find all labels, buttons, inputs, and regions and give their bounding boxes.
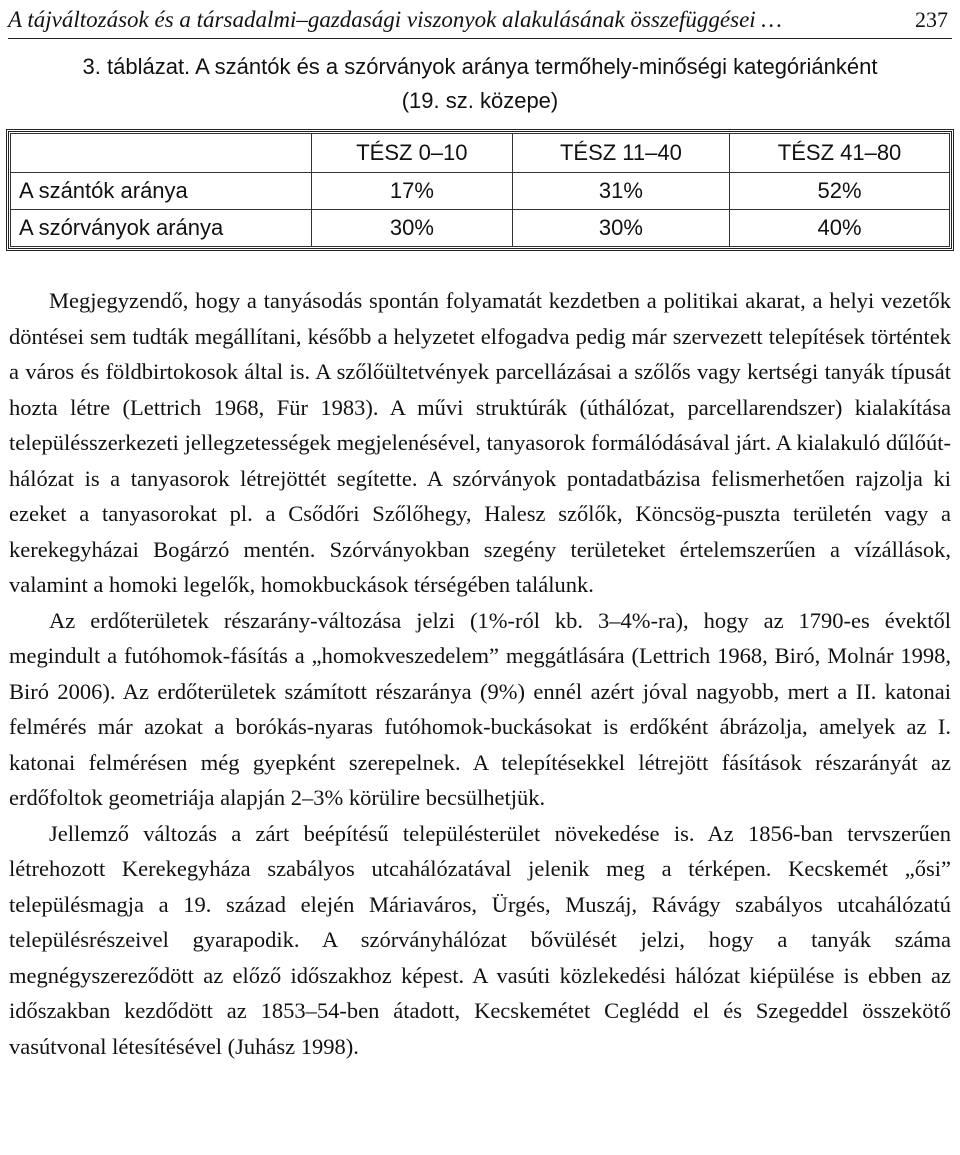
row-label: A szántók aránya [11,173,312,210]
table-header-cell: TÉSZ 0–10 [312,134,513,173]
table-header-row [11,134,950,173]
table-caption-line-2: (19. sz. közepe) [401,88,559,113]
table-cell: 40% [730,210,950,247]
table-cell: 30% [312,210,513,247]
row-label: A szórványok aránya [11,210,312,247]
running-title: A tájváltozások és a társadalmi–gazdasági viszonyok alakulásának összefüggései … [8,7,782,32]
table-header-cell: TÉSZ 11–40 [512,134,729,173]
body-text [9,283,951,1064]
table-caption [0,50,960,118]
paragraph: Megjegyzendő, hogy a tanyásodás spontán folyamatát kezdetben a politikai akarat, a helyi vezetők döntései sem tudták megállítani, később a helyzetet elfogadva pedig már szervezett telepítések történtek a város és földbirtokosok által is. A szőlőültetvények parcellázásai a szőlős vagy kertségi tanyák típusát hozta létre (Lettrich 1968, Für 1983). A művi struktúrák (úthálózat, parcellarendszer) kialakítása településszerkezeti jellegzetességek megjelenésével, tanyasorok formálódásával járt. A kialakuló dűlőút-hálózat is a tanyasorok létrejöttét segítette. A szórványok pontadatbázisa felismerhetően rajzolja ki ezeket a tanyasorokat pl. a Csődőri Szőlőhegy, Halesz szőlők, Köncsög-puszta területén vagy a kerekegyházai Bogárzó mentén. Szórványokban szegény területeket értelemszerűen a vízállások, valamint a homoki legelők, homokbuckások térségében találunk. [9,288,951,597]
table-cell: 31% [512,173,729,210]
data-table [10,133,950,247]
page-number: 237 [915,7,948,32]
table-row [11,173,950,210]
paragraph: Jellemző változás a zárt beépítésű településterület növekedése is. Az 1856-ban tervszerűen létrehozott Kerekegyháza szabályos utcahálózatával jelenik meg a térképen. Kecskemét „ősi” településmagja a 19. század elején Máriaváros, Ürgés, Muszáj, Rávágy szabályos utcahálózatú településrészeivel gyarapodik. A szórványhálózat bővülését jelzi, hogy a tanyák száma megnégyszereződött az előző időszakhoz képest. A vasúti közlekedési hálózat kiépülése is ebben az időszakban kezdődött az 1853–54-ben átadott, Kecskemétet Ceglédd el és Szegeddel összekötő vasútvonal létesítésével (Juhász 1998). [9,820,951,1059]
table-header-cell [11,134,312,173]
paragraph: Az erdőterületek részarány-változása jelzi (1%-ról kb. 3–4%-ra), hogy az 1790-es évektől megindult a futóhomok-fásítás a „homokveszedelem” meggátlására (Lettrich 1968, Biró, Molnár 1998, Biró 2006). Az erdőterületek számított részaránya (9%) ennél azért jóval nagyobb, mert a II. katonai felmérés már azokat a borókás-nyaras futóhomok-buckásokat is erdőként ábrázolja, amelyek az I. katonai felmérésen még gyepként szerepelnek. A telepítésekkel létrejött fásítások részarányát az erdőfoltok geometriája alapján 2–3% körülire becsülhetjük. [9,607,951,810]
table-caption-line-1: 3. táblázat. A szántók és a szórványok aránya termőhely-minőségi kategóriánként [82,54,878,79]
table-cell: 17% [312,173,513,210]
table-cell: 52% [730,173,950,210]
table-cell: 30% [512,210,729,247]
running-header [8,2,952,39]
table-header-cell: TÉSZ 41–80 [730,134,950,173]
table-row [11,210,950,247]
